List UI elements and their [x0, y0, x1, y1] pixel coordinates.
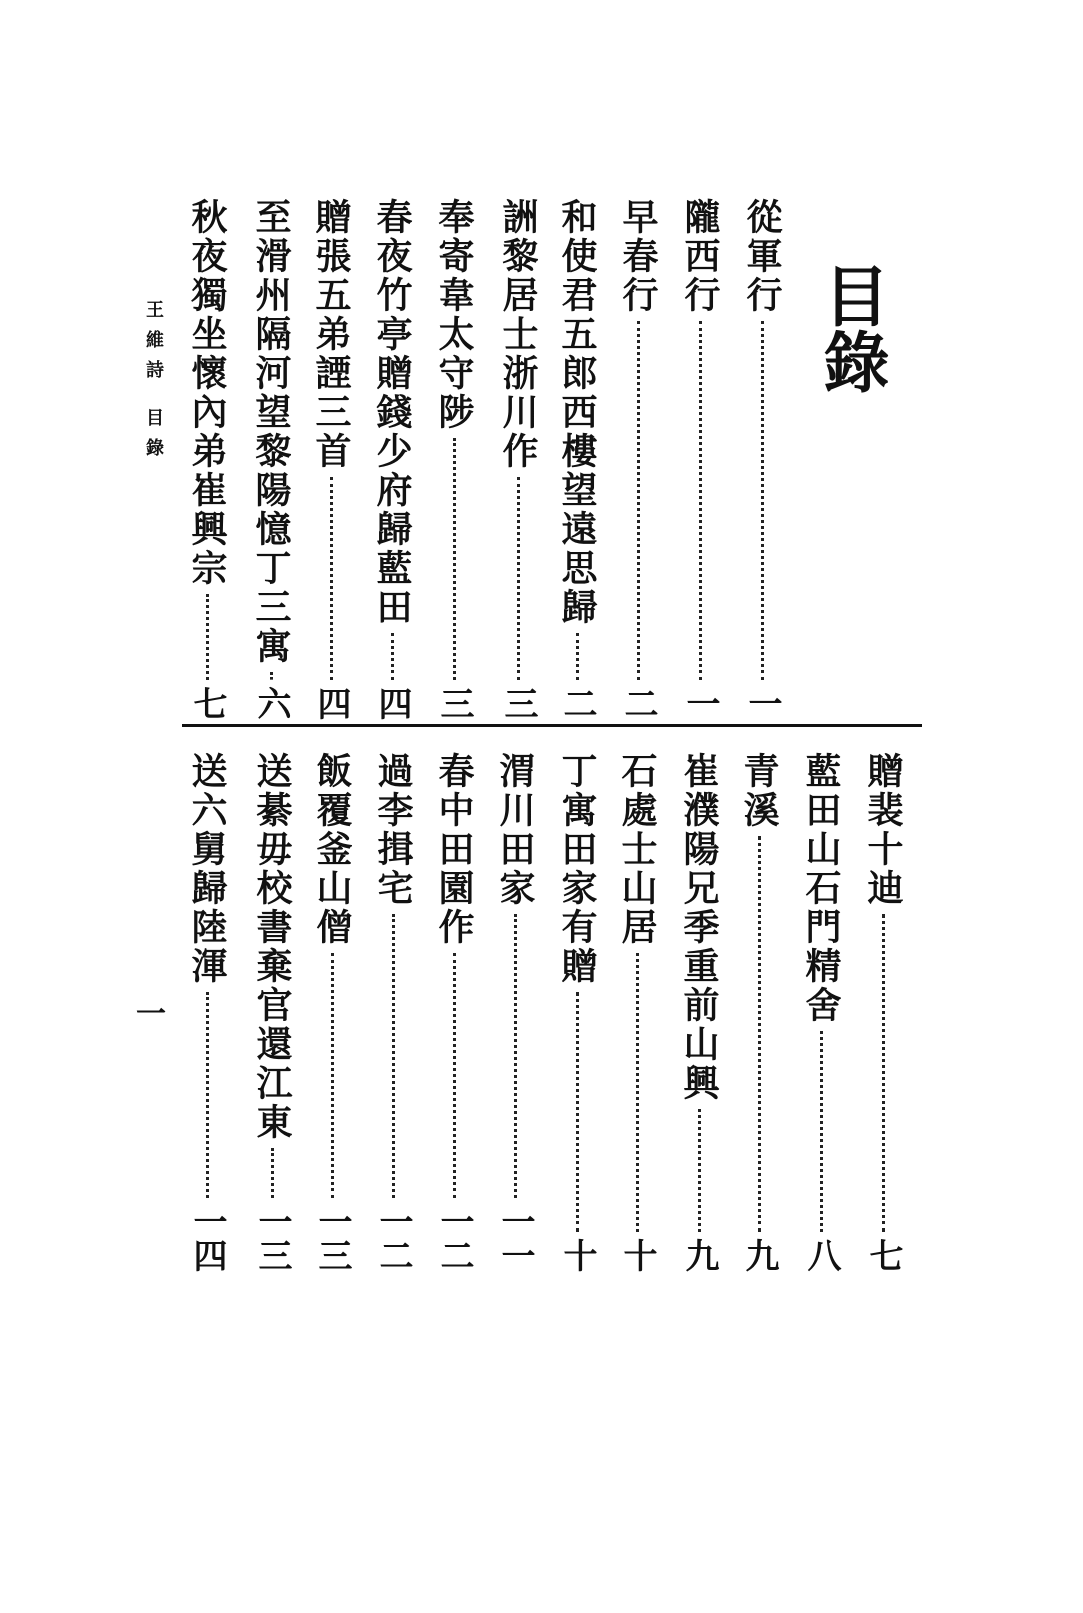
- leader-dots: [206, 594, 209, 680]
- toc-entry-title: 秋夜獨坐懷內弟崔興宗: [186, 198, 228, 588]
- toc-entry-page: 七: [863, 1238, 903, 1272]
- toc-entry-title: 贈張五弟諲三首: [310, 198, 352, 471]
- toc-entry-title: 隴西行: [679, 198, 721, 315]
- toc-entry-title: 渭川田家: [494, 752, 536, 908]
- leader-dots: [331, 953, 334, 1198]
- toc-entry-page: 四: [372, 686, 412, 720]
- toc-entry: [737, 752, 781, 1272]
- toc-entry-title: 石處士山居: [616, 752, 658, 947]
- toc-entry-title: 丁寓田家有贈: [556, 752, 598, 986]
- leader-dots: [453, 438, 456, 680]
- toc-entry-page: 九: [679, 1238, 719, 1272]
- leader-dots: [637, 321, 640, 680]
- toc-entry-page: 一一: [495, 1204, 535, 1272]
- toc-entry-title: 崔濮陽兄季重前山興: [678, 752, 720, 1103]
- toc-entry: [740, 198, 784, 720]
- leader-dots: [453, 953, 456, 1198]
- toc-entry-page: 十: [557, 1238, 597, 1272]
- toc-entry-page: 二: [618, 686, 658, 720]
- toc-entry: [250, 752, 294, 1272]
- leader-dots: [576, 992, 579, 1232]
- toc-entry-title: 詶黎居士浙川作: [497, 198, 539, 471]
- page-title: 目錄: [812, 262, 890, 394]
- page-number: 一: [136, 997, 166, 1032]
- leader-dots: [761, 321, 764, 680]
- toc-entry-title: 藍田山石門精舍: [800, 752, 842, 1025]
- toc-entry: [370, 198, 414, 720]
- toc-entry-page: 七: [187, 686, 227, 720]
- toc-entry-page: 一四: [187, 1204, 227, 1272]
- leader-dots: [206, 992, 209, 1198]
- toc-entry: [309, 198, 353, 720]
- leader-dots: [391, 633, 394, 680]
- leader-dots: [882, 914, 885, 1232]
- toc-entry-page: 三: [434, 686, 474, 720]
- running-head: 王維詩 目錄: [143, 300, 164, 469]
- toc-entry: [185, 198, 229, 720]
- toc-entry-page: 二: [557, 686, 597, 720]
- section-divider: [182, 724, 922, 727]
- leader-dots: [514, 914, 517, 1198]
- toc-entry-page: 一二: [373, 1204, 413, 1272]
- toc-entry-title: 飯覆釜山僧: [311, 752, 353, 947]
- toc-entry-page: 十: [617, 1238, 657, 1272]
- toc-entry-page: 九: [739, 1238, 779, 1272]
- toc-entry-title: 早春行: [617, 198, 659, 315]
- toc-entry-title: 春夜竹亭贈錢少府歸藍田: [371, 198, 413, 627]
- toc-entry-title: 送綦毋校書棄官還江東: [251, 752, 293, 1142]
- toc-entry-page: 三: [498, 686, 538, 720]
- toc-entry-title: 青溪: [738, 752, 780, 830]
- toc-entry: [185, 752, 229, 1272]
- toc-entry-title: 和使君五郎西樓望遠思歸: [556, 198, 598, 627]
- toc-entry-title: 贈裴十迪: [862, 752, 904, 908]
- toc-entry: [371, 752, 415, 1272]
- toc-entry: [616, 198, 660, 720]
- leader-dots: [517, 477, 520, 680]
- leader-dots: [699, 321, 702, 680]
- toc-entry: [249, 198, 293, 720]
- toc-entry: [496, 198, 540, 720]
- leader-dots: [330, 477, 333, 680]
- toc-entry-title: 過李揖宅: [372, 752, 414, 908]
- leader-dots: [576, 633, 579, 680]
- toc-entry-page: 六: [251, 686, 291, 720]
- toc-entry-title: 送六舅歸陸渾: [186, 752, 228, 986]
- toc-entry: [310, 752, 354, 1272]
- toc-entry: [615, 752, 659, 1272]
- leader-dots: [392, 914, 395, 1198]
- toc-entry: [678, 198, 722, 720]
- toc-entry-title: 奉寄韋太守陟: [433, 198, 475, 432]
- toc-entry-title: 從軍行: [741, 198, 783, 315]
- toc-entry-title: 春中田園作: [433, 752, 475, 947]
- toc-entry: [555, 198, 599, 720]
- toc-entry-page: 八: [801, 1238, 841, 1272]
- toc-entry: [432, 198, 476, 720]
- toc-entry-page: 四: [311, 686, 351, 720]
- leader-dots: [271, 1148, 274, 1198]
- toc-entry-page: 一: [680, 686, 720, 720]
- toc-entry: [493, 752, 537, 1272]
- toc-entry: [799, 752, 843, 1272]
- leader-dots: [698, 1109, 701, 1232]
- toc-entry: [677, 752, 721, 1272]
- leader-dots: [758, 836, 761, 1232]
- toc-entry: [555, 752, 599, 1272]
- toc-entry-page: 一三: [312, 1204, 352, 1272]
- toc-entry-title: 至滑州隔河望黎陽憶丁三寓: [250, 198, 292, 666]
- toc-entry: [432, 752, 476, 1272]
- toc-entry: [861, 752, 905, 1272]
- toc-entry-page: 一三: [252, 1204, 292, 1272]
- leader-dots: [270, 672, 273, 680]
- toc-entry-page: 一: [742, 686, 782, 720]
- leader-dots: [636, 953, 639, 1232]
- leader-dots: [820, 1031, 823, 1232]
- toc-entry-page: 一二: [434, 1204, 474, 1272]
